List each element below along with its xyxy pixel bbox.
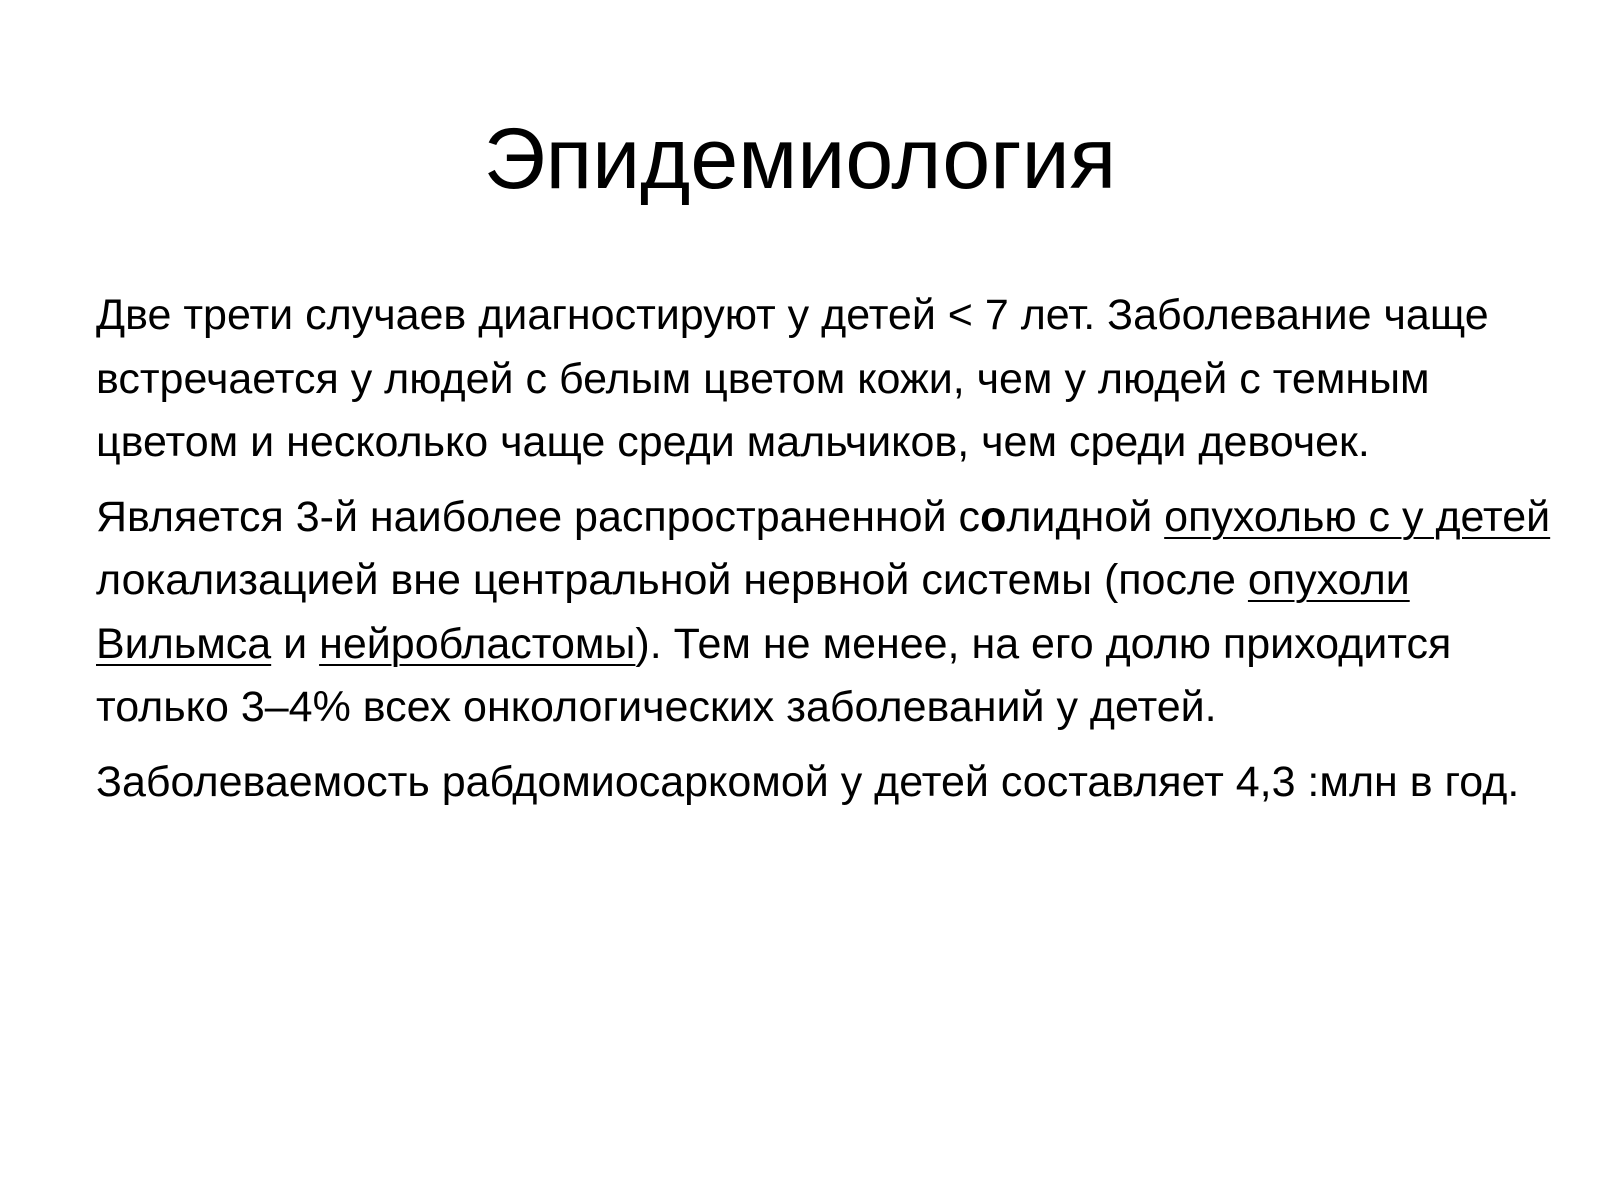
text-segment: ). Тем не менее, на его долю приходится только 3–4% всех онкологических заболеваний у детей. xyxy=(96,619,1452,731)
link-wilms-tumor[interactable]: опухоли Вильмса xyxy=(96,556,1410,668)
link-solid-tumor[interactable]: опухолью с у детей xyxy=(1164,492,1551,541)
paragraph-incidence: Заболеваемость рабдомиосаркомой у детей составляет 4,3 :млн в год. xyxy=(96,757,1520,806)
link-neuroblastoma[interactable]: нейробластомы xyxy=(319,619,636,668)
slide-title: Эпидемиология xyxy=(483,111,1117,207)
slide-body xyxy=(96,284,1566,825)
paragraph-prevalence xyxy=(96,486,1566,740)
bold-letter: о xyxy=(980,492,1007,541)
paragraph-age-distribution: Две трети случаев диагностируют у детей < 7 лет. Заболевание чаще встречается у людей с белым цветом кожи, чем у людей с темным цветом и несколько чаще среди мальчиков, чем среди девочек. xyxy=(96,291,1489,466)
text-segment: локализацией вне центральной нервной системы (после xyxy=(96,556,1248,604)
text-segment: и xyxy=(271,619,320,668)
text-segment: лидной xyxy=(1006,492,1165,541)
text-segment: Является 3-й наиболее распространенной с xyxy=(96,492,981,541)
